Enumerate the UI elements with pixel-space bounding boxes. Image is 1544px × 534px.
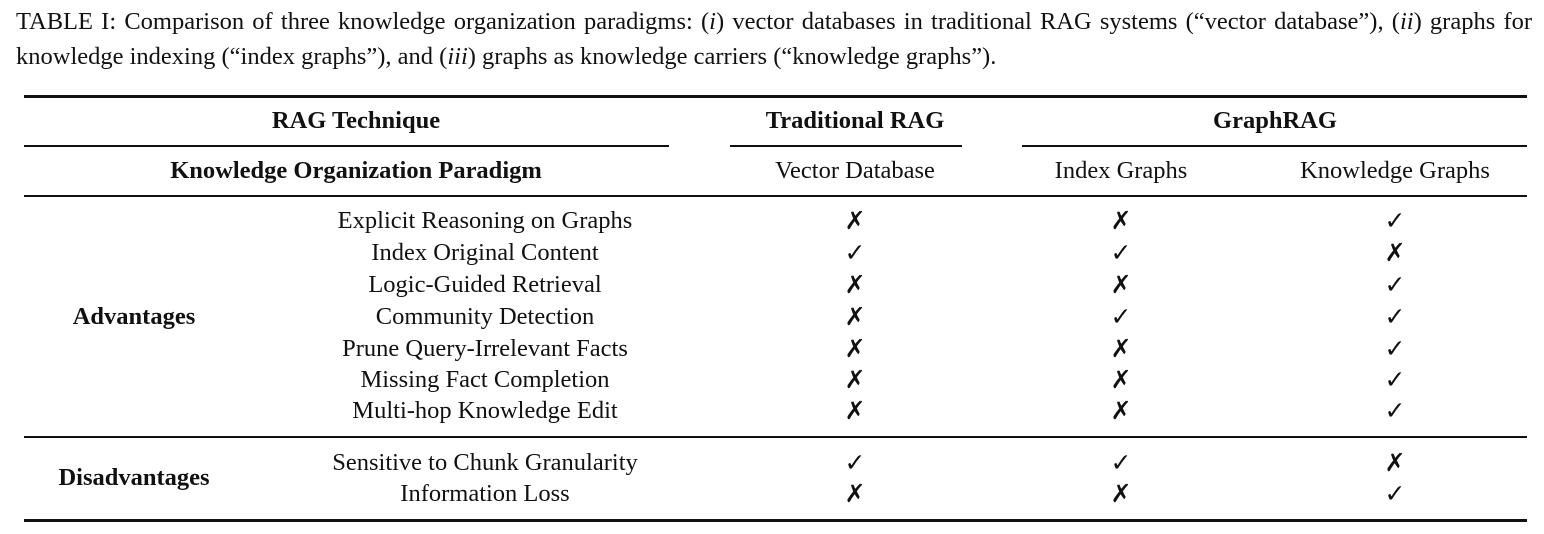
header-cmidrule-left <box>24 145 669 147</box>
check-icon: ✓ <box>1384 270 1406 299</box>
row-label: Multi-hop Knowledge Edit <box>352 397 618 424</box>
cross-icon: ✗ <box>844 365 866 394</box>
header-bottom-rule <box>24 195 1527 197</box>
check-icon: ✓ <box>844 448 866 477</box>
check-icon: ✓ <box>1110 448 1132 477</box>
caption-text-4: ) graphs as knowledge carriers (“knowledge graphs”). <box>467 43 997 70</box>
check-icon: ✓ <box>1384 396 1406 425</box>
check-icon: ✓ <box>1384 479 1406 508</box>
group-label-disadvantages: Disadvantages <box>58 464 210 491</box>
row-label: Explicit Reasoning on Graphs <box>337 207 633 234</box>
cross-icon: ✗ <box>1110 334 1132 363</box>
row-label: Community Detection <box>375 303 595 330</box>
cross-icon: ✗ <box>1110 270 1132 299</box>
cross-icon: ✗ <box>1110 206 1132 235</box>
header-cmidrule-graphrag <box>1022 145 1527 147</box>
caption-roman-ii: ii <box>1399 8 1414 35</box>
caption-label: TABLE I: <box>16 8 117 35</box>
cross-icon: ✗ <box>844 479 866 508</box>
header-cmidrule-traditional <box>730 145 962 147</box>
check-icon: ✓ <box>1384 365 1406 394</box>
cross-icon: ✗ <box>844 206 866 235</box>
header-rag-technique: RAG Technique <box>271 107 441 134</box>
group-divider-rule <box>24 436 1527 438</box>
caption-roman-i: i <box>709 8 716 35</box>
caption-text-1: Comparison of three knowledge organization paradigms: ( <box>116 8 710 35</box>
check-icon: ✓ <box>1384 206 1406 235</box>
caption-roman-iii: iii <box>447 43 468 70</box>
header-graphrag: GraphRAG <box>1213 107 1337 134</box>
header-index-graphs: Index Graphs <box>1054 157 1188 184</box>
header-vector-database: Vector Database <box>775 157 935 184</box>
table-top-rule <box>24 95 1527 98</box>
row-label: Prune Query-Irrelevant Facts <box>342 335 628 362</box>
caption-text-2: ) vector databases in traditional RAG systems (“vector database”), ( <box>715 8 1400 35</box>
table-caption <box>16 4 1532 74</box>
group-label-advantages: Advantages <box>72 303 196 330</box>
check-icon: ✓ <box>844 238 866 267</box>
cross-icon: ✗ <box>1110 365 1132 394</box>
check-icon: ✓ <box>1110 302 1132 331</box>
caption-text-3: ) graphs for knowledge indexing (“index graphs”), and ( <box>16 8 1533 70</box>
check-icon: ✓ <box>1384 302 1406 331</box>
cross-icon: ✗ <box>844 334 866 363</box>
header-traditional-rag: Traditional RAG <box>765 107 945 134</box>
row-label: Missing Fact Completion <box>360 366 610 393</box>
row-label: Sensitive to Chunk Granularity <box>332 449 638 476</box>
cross-icon: ✗ <box>1110 396 1132 425</box>
row-label: Logic-Guided Retrieval <box>368 271 602 298</box>
header-knowledge-graphs: Knowledge Graphs <box>1300 157 1490 184</box>
check-icon: ✓ <box>1110 238 1132 267</box>
cross-icon: ✗ <box>1384 448 1406 477</box>
row-label: Information Loss <box>400 480 570 507</box>
cross-icon: ✗ <box>844 302 866 331</box>
header-paradigm: Knowledge Organization Paradigm <box>170 157 542 184</box>
table-bottom-rule <box>24 519 1527 522</box>
cross-icon: ✗ <box>844 270 866 299</box>
cross-icon: ✗ <box>844 396 866 425</box>
check-icon: ✓ <box>1384 334 1406 363</box>
row-label: Index Original Content <box>371 239 599 266</box>
cross-icon: ✗ <box>1384 238 1406 267</box>
cross-icon: ✗ <box>1110 479 1132 508</box>
